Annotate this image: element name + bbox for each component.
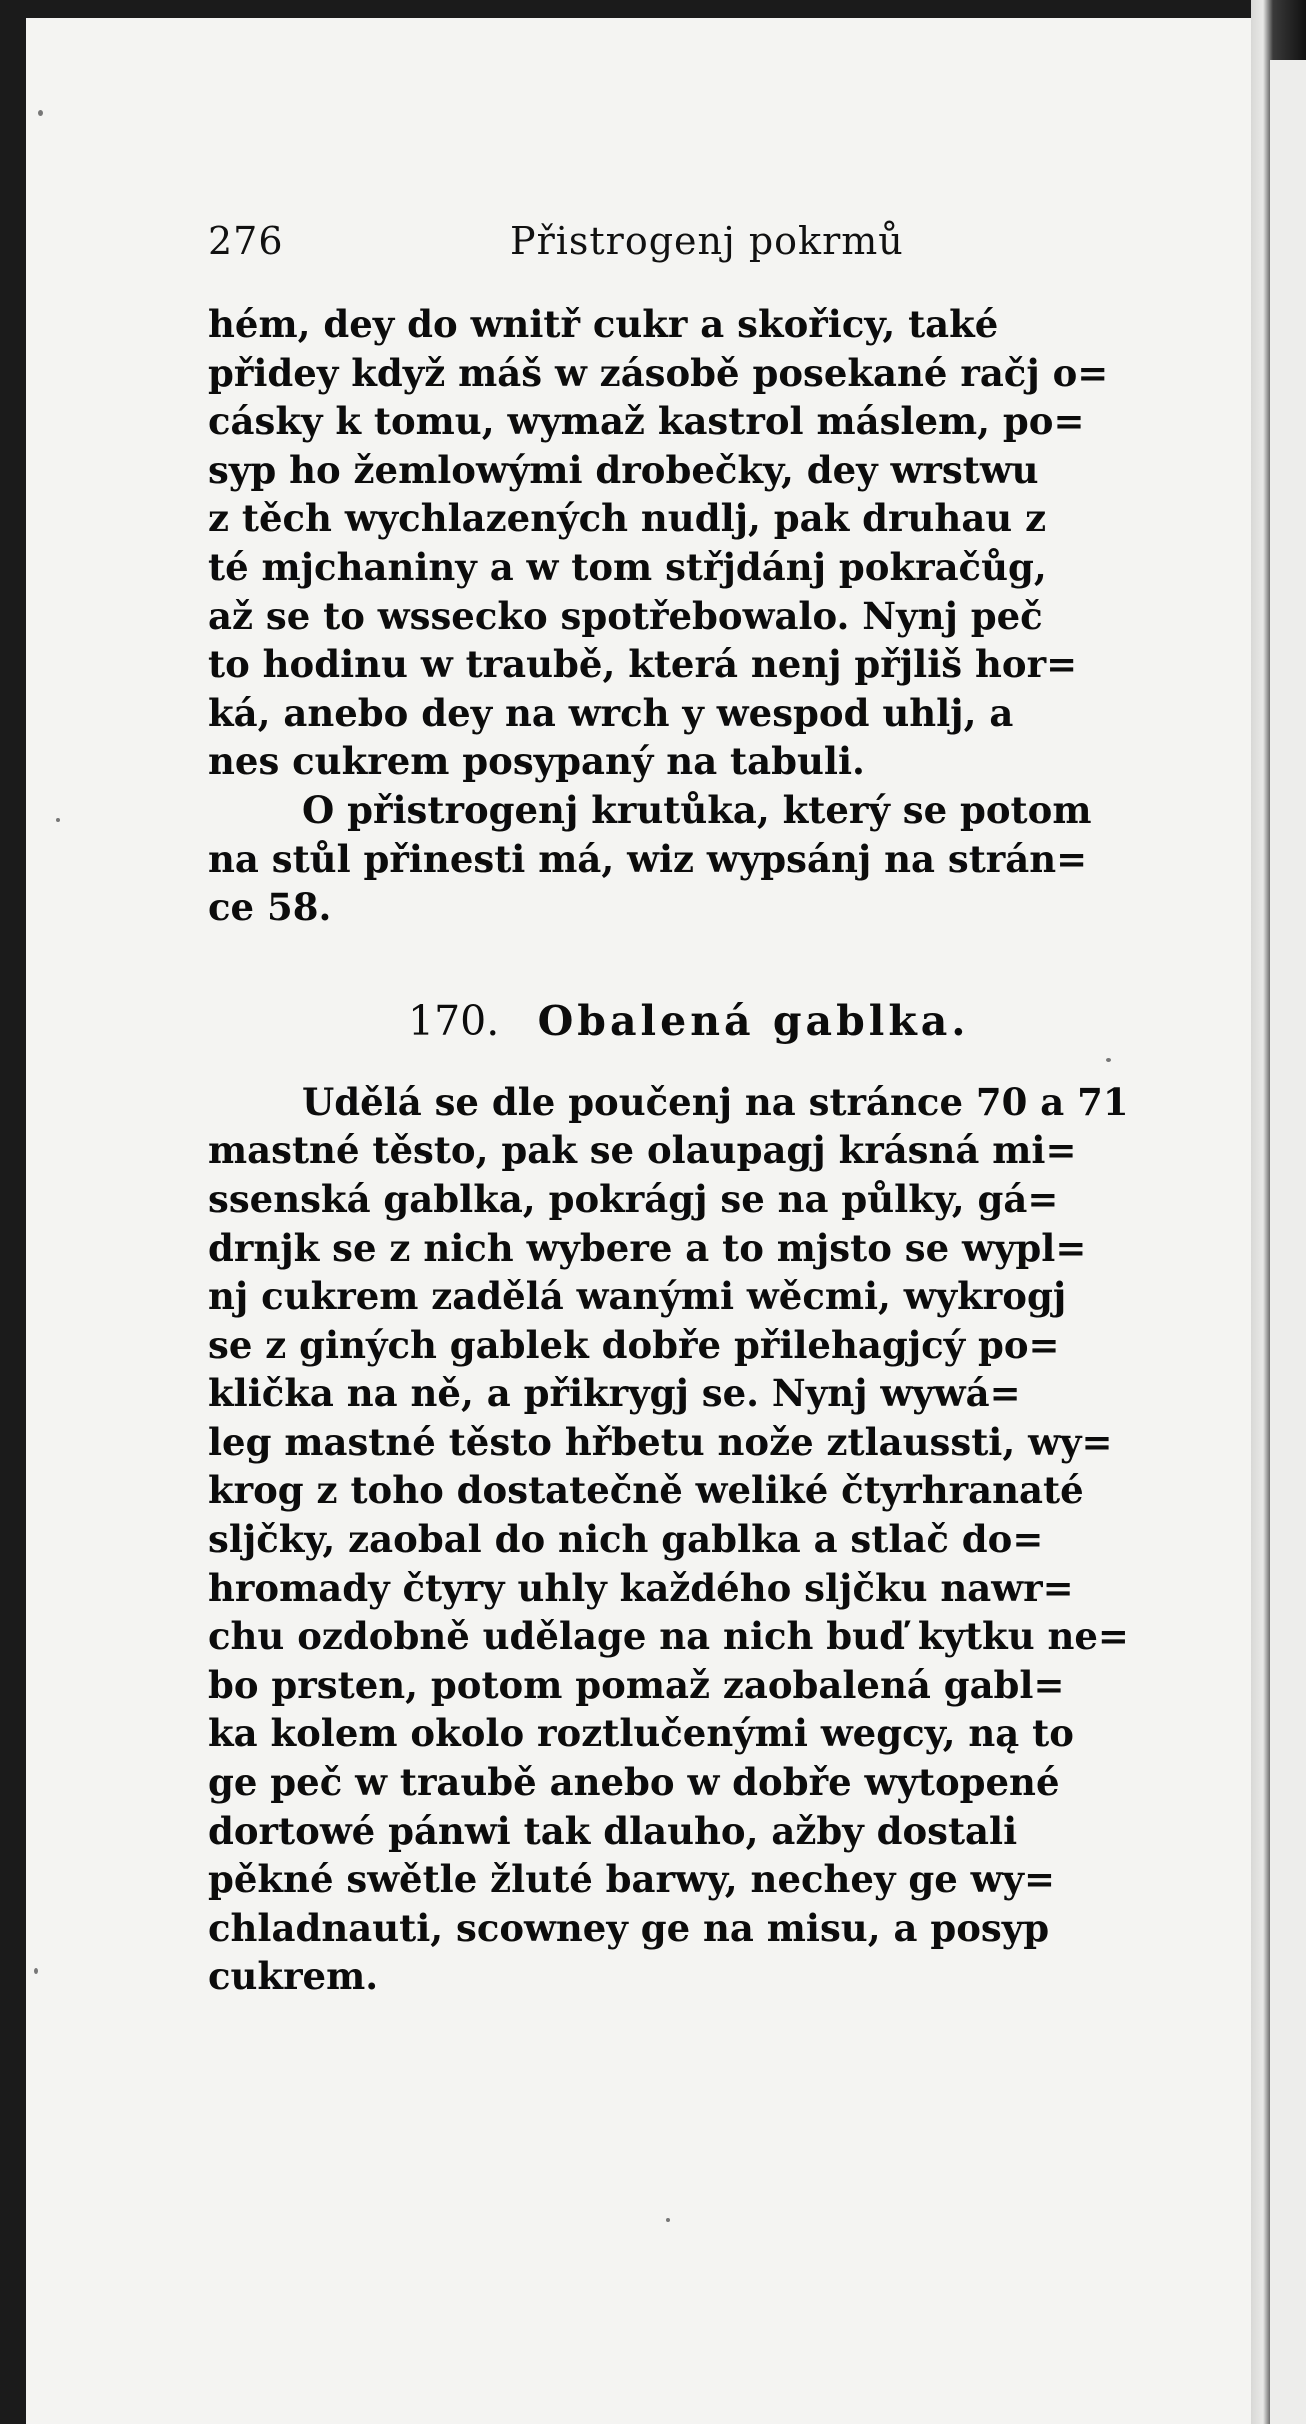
text-line: Udělá se dle poučenj na stránce 70 a 71 xyxy=(302,1079,1129,1124)
next-page-strip xyxy=(1270,60,1306,2424)
text-line: to hodinu w traubě, která nenj přjliš hor= xyxy=(208,642,1078,687)
text-line: chladnauti, scowney ge na misu, a posyp xyxy=(208,1905,1050,1950)
text-line: hromady čtyry uhly každého sljčku nawr= xyxy=(208,1565,1074,1610)
text-line: cásky k tomu, wymaž kastrol máslem, po= xyxy=(208,399,1085,444)
paragraph-2 xyxy=(208,786,1238,932)
text-line: mastné těsto, pak se olaupagj krásná mi= xyxy=(208,1128,1077,1173)
text-line: ce 58. xyxy=(208,885,332,930)
text-line: z těch wychlazených nudlj, pak druhau z xyxy=(208,496,1047,541)
text-line: pěkné swětle žluté barwy, nechey ge wy= xyxy=(208,1857,1055,1902)
text-line: dortowé pánwi tak dlauho, ažby dostali xyxy=(208,1808,1018,1853)
text-line: se z giných gablek dobře přilehagjcý po= xyxy=(208,1322,1060,1367)
text-line: chu ozdobně udělage na nich buď kytku ne= xyxy=(208,1614,1129,1659)
text-line: ge peč w traubě anebo w dobře wytopené xyxy=(208,1760,1060,1805)
paragraph-3 xyxy=(208,1078,1238,2001)
page-body xyxy=(208,300,1238,2001)
running-title: Přistrogenj pokrmů xyxy=(510,219,904,263)
text-line: hém, dey do wnitř cukr a skořicy, také xyxy=(208,302,999,346)
text-line: O přistrogenj krutůka, který se potom xyxy=(302,787,1092,832)
text-line: ká, anebo dey na wrch y wespod uhlj, a xyxy=(208,690,1014,735)
text-line: klička na ně, a přikrygj se. Nynj wywá= xyxy=(208,1371,1021,1416)
text-line: bo prsten, potom pomaž zaobalená gabl= xyxy=(208,1662,1065,1707)
recipe-heading xyxy=(208,972,1238,1070)
paper-speck xyxy=(34,1968,38,1974)
text-line: přidey když máš w zásobě posekané račj o= xyxy=(208,350,1109,395)
paragraph-1 xyxy=(208,300,1238,786)
paper-speck xyxy=(666,2218,670,2222)
text-line: ka kolem okolo roztlučenými wegcy, ną to xyxy=(208,1711,1074,1756)
text-line: až se to wsseckо spotřebowalo. Nynj peč xyxy=(208,593,1043,638)
page-header xyxy=(190,215,950,265)
recipe-title: Obalená gablka. xyxy=(537,996,970,1045)
text-line: ssenská gablka, pokrágj se na půlky, gá= xyxy=(208,1176,1059,1221)
recipe-number: 170. xyxy=(408,996,500,1045)
text-line: na stůl přinesti má, wiz wypsánj na strán= xyxy=(208,836,1088,881)
text-line: leg mastné těsto hřbetu nože ztlaussti, wy= xyxy=(208,1419,1113,1464)
text-line: drnjk se z nich wybere a to mjsto se wypl= xyxy=(208,1225,1087,1270)
text-line: nj cukrem zadělá wanými wěcmi, wykrogj xyxy=(208,1274,1067,1319)
text-line: syp ho žemlowými drobečky, dey wrstwu xyxy=(208,447,1039,492)
text-line: sljčky, zaobal do nich gablka a stlač do= xyxy=(208,1517,1044,1562)
paper-speck xyxy=(38,110,43,116)
text-line: krog z toho dostatečně weliké čtyrhranaté xyxy=(208,1468,1084,1513)
text-line: nes cukrem posypaný na tabuli. xyxy=(208,739,865,784)
text-line: cukrem. xyxy=(208,1954,379,1999)
paper-speck xyxy=(56,818,60,822)
text-line: té mjchaniny a w tom střjdánj pokračůg, xyxy=(208,544,1047,589)
page-number: 276 xyxy=(208,219,284,263)
